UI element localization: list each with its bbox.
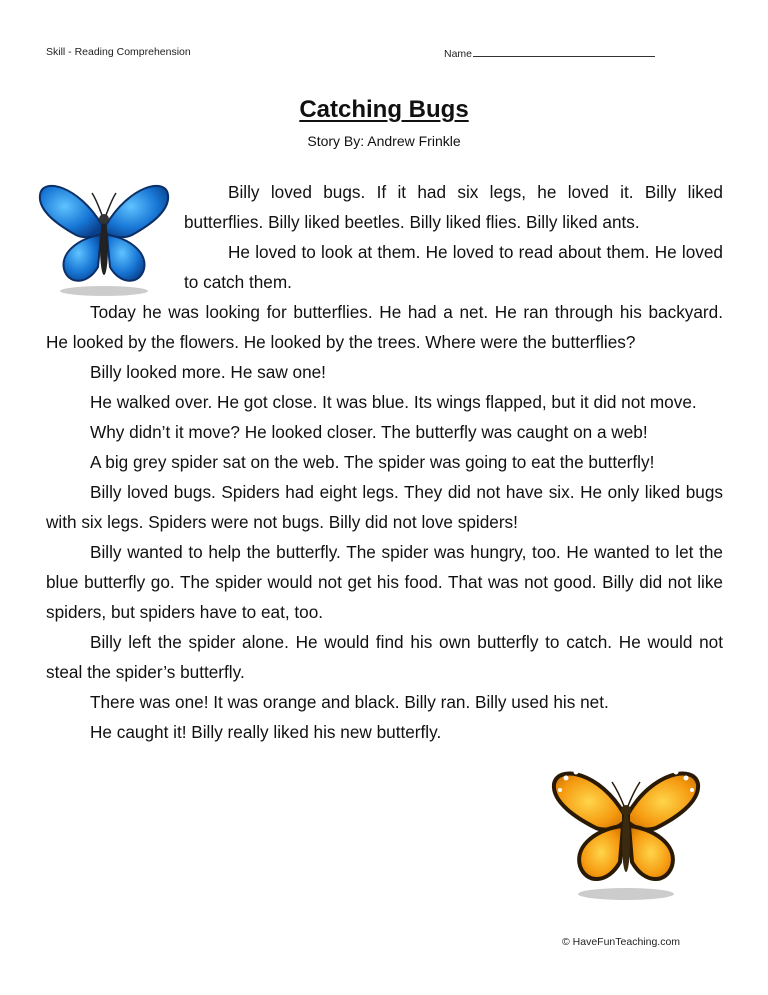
name-field: [444, 46, 655, 60]
story-paragraph: Billy loved bugs. Spiders had eight legs. They did not have six. He only liked bugs with six legs. Spiders were not bugs. Billy did not love spiders!: [46, 482, 723, 532]
blue-butterfly-space: [46, 177, 184, 297]
story-paragraph: He loved to look at them. He loved to read about them. He loved to catch them.: [184, 242, 723, 292]
story-byline: Story By: Andrew Frinkle: [307, 133, 461, 149]
story-paragraph: He walked over. He got close. It was blue. Its wings flapped, but it did not move.: [90, 392, 697, 412]
story-paragraph: A big grey spider sat on the web. The spider was going to eat the butterfly!: [90, 452, 655, 472]
skill-label: Skill - Reading Comprehension: [46, 46, 191, 58]
copyright-footer: © HaveFunTeaching.com: [562, 936, 681, 948]
story-paragraph: Billy loved bugs. If it had six legs, he loved it. Billy liked butterflies. Billy liked beetles. Billy liked flies. Billy liked ants.: [184, 182, 723, 232]
story-paragraph: Billy wanted to help the butterfly. The spider was hungry, too. He wanted to let the blue butterfly go. The spider would not get his food. That was not good. Billy did not like spiders, but spiders have to eat, too.: [46, 542, 723, 622]
name-label: Name: [444, 48, 473, 60]
story-paragraph: Today he was looking for butterflies. He had a net. He ran through his backyard. He looked by the flowers. He looked by the trees. Where were the butterflies?: [46, 302, 723, 352]
name-blank-line: [473, 46, 655, 57]
story-paragraph: Billy left the spider alone. He would find his own butterfly to catch. He would not steal the spider’s butterfly.: [46, 632, 723, 682]
story-paragraph: Why didn’t it move? He looked closer. The butterfly was caught on a web!: [90, 422, 648, 442]
story-title: Catching Bugs: [299, 96, 469, 123]
story-body: [46, 177, 723, 875]
story-paragraph: Billy looked more. He saw one!: [90, 362, 326, 382]
story-paragraph: There was one! It was orange and black. Billy ran. Billy used his net.: [90, 692, 609, 712]
story-paragraph: He caught it! Billy really liked his new butterfly.: [90, 722, 442, 742]
orange-butterfly-space: [543, 725, 723, 875]
